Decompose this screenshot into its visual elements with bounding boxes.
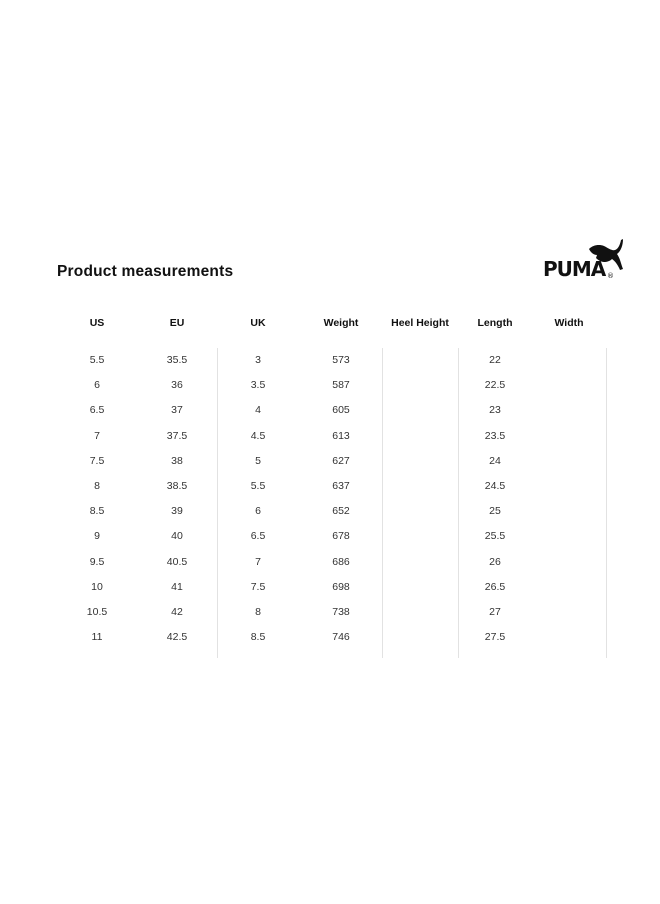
column-divider (458, 348, 459, 658)
cell-eu: 40.5 (166, 555, 188, 568)
registered-mark: ® (607, 272, 614, 280)
cell-us: 6 (94, 379, 100, 392)
cell-uk: 6 (255, 505, 261, 518)
column-divider (217, 348, 218, 658)
cell-us: 9.5 (89, 555, 105, 568)
brand-wordmark: PUMA (543, 257, 606, 281)
column-divider (382, 348, 383, 658)
cell-uk: 3.5 (250, 379, 266, 392)
cell-uk: 7 (255, 555, 261, 568)
puma-logo (541, 236, 627, 282)
cell-weight: 652 (332, 505, 350, 518)
cell-eu: 38 (171, 454, 183, 467)
cell-weight: 587 (332, 379, 350, 392)
cell-us: 8 (94, 480, 100, 492)
cell-length: 22 (489, 354, 501, 366)
cell-weight: 627 (332, 454, 350, 467)
cell-uk: 8.5 (250, 631, 266, 644)
cell-weight: 686 (332, 555, 350, 568)
cell-us: 6.5 (89, 404, 105, 417)
cell-eu: 40 (171, 530, 183, 543)
cell-eu: 39 (171, 505, 183, 518)
cell-eu: 35.5 (166, 354, 188, 366)
cell-eu: 42.5 (166, 631, 188, 644)
cell-eu: 36 (171, 379, 183, 392)
cell-length: 26 (489, 555, 501, 568)
cell-eu: 42 (171, 606, 183, 618)
cell-weight: 746 (332, 631, 350, 644)
cell-uk: 5 (255, 454, 261, 467)
col-header-uk: UK (250, 317, 266, 329)
cell-length: 25.5 (484, 530, 506, 543)
col-header-length: Length (477, 317, 513, 329)
column-divider (606, 348, 607, 658)
cell-weight: 678 (332, 530, 350, 543)
cell-length: 23 (489, 404, 501, 417)
cell-us: 9 (94, 530, 100, 543)
cell-weight: 698 (332, 580, 350, 593)
cell-length: 22.5 (484, 379, 506, 392)
cell-us: 7.5 (89, 454, 105, 467)
col-header-eu: EU (169, 317, 185, 329)
cell-length: 27 (489, 606, 501, 618)
col-header-us: US (89, 317, 105, 329)
cell-uk: 7.5 (250, 580, 266, 593)
cell-weight: 738 (332, 606, 350, 618)
cell-length: 24.5 (484, 480, 506, 492)
cell-us: 7 (94, 429, 100, 442)
col-header-weight: Weight (323, 317, 359, 329)
cell-uk: 3 (255, 354, 261, 366)
page-title: Product measurements (57, 263, 234, 280)
cell-us: 10 (91, 580, 103, 593)
cell-length: 27.5 (484, 631, 506, 644)
cell-us: 5.5 (89, 354, 105, 366)
cell-uk: 4 (255, 404, 261, 417)
cell-weight: 613 (332, 429, 350, 442)
cell-eu: 41 (171, 580, 183, 593)
cell-us: 10.5 (86, 606, 108, 618)
cell-eu: 37.5 (166, 429, 188, 442)
cell-us: 8.5 (89, 505, 105, 518)
cell-weight: 637 (332, 480, 350, 492)
cell-length: 26.5 (484, 580, 506, 593)
cell-eu: 37 (171, 404, 183, 417)
cell-uk: 4.5 (250, 429, 266, 442)
cell-uk: 5.5 (250, 480, 266, 492)
col-header-heel-height: Heel Height (391, 317, 449, 329)
cell-uk: 8 (255, 606, 261, 618)
cell-us: 11 (91, 631, 103, 644)
cell-eu: 38.5 (166, 480, 188, 492)
col-header-width: Width (554, 317, 584, 329)
cell-weight: 605 (332, 404, 350, 417)
cell-uk: 6.5 (250, 530, 266, 543)
cell-length: 24 (489, 454, 501, 467)
cell-length: 23.5 (484, 429, 506, 442)
cell-length: 25 (489, 505, 501, 518)
cell-weight: 573 (332, 354, 350, 366)
